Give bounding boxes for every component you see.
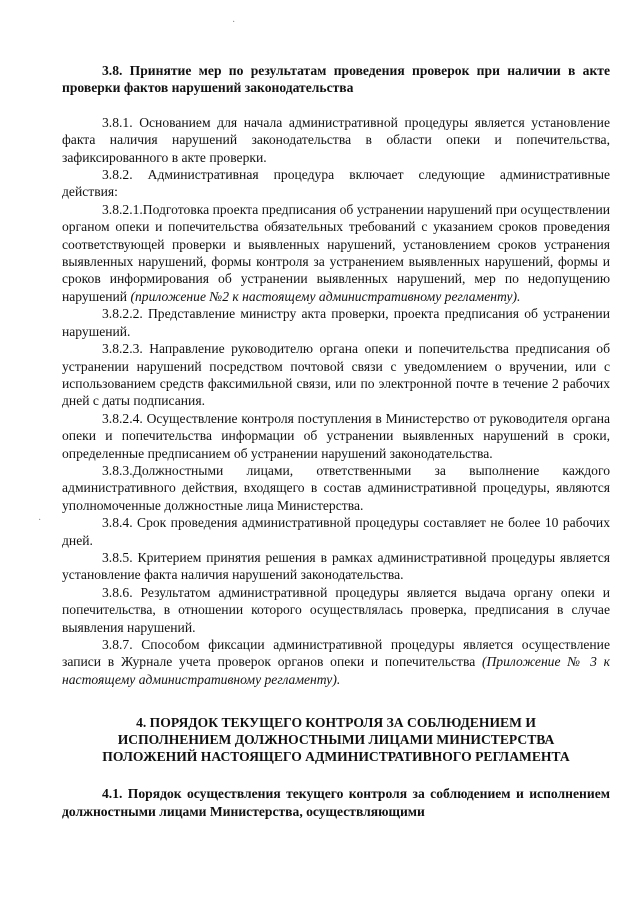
document-page <box>62 62 610 820</box>
paragraph-3-8-2-1: 3.8.2.1.Подготовка проекта предписания об устранении нарушений при осуществлении органом опеки и попечительства обязательных требований с указанием сроков проведения соответствующей проверки и выявленных нарушений, установлением сроков устранения выявленных нарушений, формы контроля за устранением выявленных нарушений, формы и сроков информирования об устранении выявленных нарушений, мер по недопущению нарушений (приложение №2 к настоящему административному регламенту). <box>62 201 610 304</box>
paragraph-3-8-7: 3.8.7. Способом фиксации административной процедуры является осуществление записи в Журнале учета проверок органов опеки и попечительства (Приложение № 3 к настоящему административному регламенту). <box>62 637 610 687</box>
paragraph-3-8-6: 3.8.6. Результатом административной процедуры является выдача органу опеки и попечительства, в отношении которого осуществлялась проверка, предписания в случае выявления нарушений. <box>62 584 610 635</box>
chapter-4-title-line: ПОЛОЖЕНИЙ НАСТОЯЩЕГО АДМИНИСТРАТИВНОГО РЕГЛАМЕНТА <box>102 749 570 765</box>
paragraph-3-8-4: 3.8.4. Срок проведения административной процедуры составляет не более 10 рабочих дней. <box>62 515 610 548</box>
section-3-8-body <box>62 114 610 688</box>
paragraph-3-8-2: 3.8.2. Административная процедура включает следующие административные действия: <box>62 167 610 200</box>
paragraph-3-8-3: 3.8.3.Должностными лицами, ответственными за выполнение каждого административного действия, входящего в состав административной процедуры, являются уполномоченные должностные лица Министерства. <box>62 462 610 513</box>
chapter-4-title <box>62 714 610 765</box>
paragraph-3-8-5: 3.8.5. Критерием принятия решения в рамках административной процедуры является установление факта наличия нарушений законодательства. <box>62 549 610 583</box>
paragraph-3-8-2-3: 3.8.2.3. Направление руководителю органа опеки и попечительства предписания об устранении нарушений посредством почтовой связи с уведомлением о вручении, или с использованием средств факсимильной связи, или по электронной почте в течение 2 рабочих дней с даты подписания. <box>62 341 610 409</box>
chapter-4-title-line: ИСПОЛНЕНИЕМ ДОЛЖНОСТНЫМИ ЛИЦАМИ МИНИСТЕРСТВА <box>117 732 555 748</box>
paragraph-3-8-2-4: 3.8.2.4. Осуществление контроля поступления в Министерство от руководителя органа опеки и попечительства информации об устранении выявленных нарушений в сроки, определенные предписанием об устранении нарушений законодательства. <box>62 410 610 461</box>
paragraph-3-8-2-2: 3.8.2.2. Представление министру акта проверки, проекта предписания об устранении нарушений. <box>62 306 610 339</box>
section-4-1-heading: 4.1. Порядок осуществления текущего контроля за соблюдением и исполнением должностными лицами Министерства, осуществляющими <box>62 786 610 819</box>
section-3-8-heading: 3.8. Принятие мер по результатам проведения проверок при наличии в акте проверки фактов нарушений законодательства <box>62 63 610 96</box>
paragraph-3-8-1: 3.8.1. Основанием для начала административной процедуры является установление факта наличия нарушений законодательства в области опеки и попечительства, зафиксированного в акте проверки. <box>62 114 610 165</box>
chapter-4-title-line: 4. ПОРЯДОК ТЕКУЩЕГО КОНТРОЛЯ ЗА СОБЛЮДЕНИЕМ И <box>136 715 536 731</box>
scan-mark-left: · <box>38 515 42 526</box>
scan-mark-top: · <box>232 17 236 28</box>
